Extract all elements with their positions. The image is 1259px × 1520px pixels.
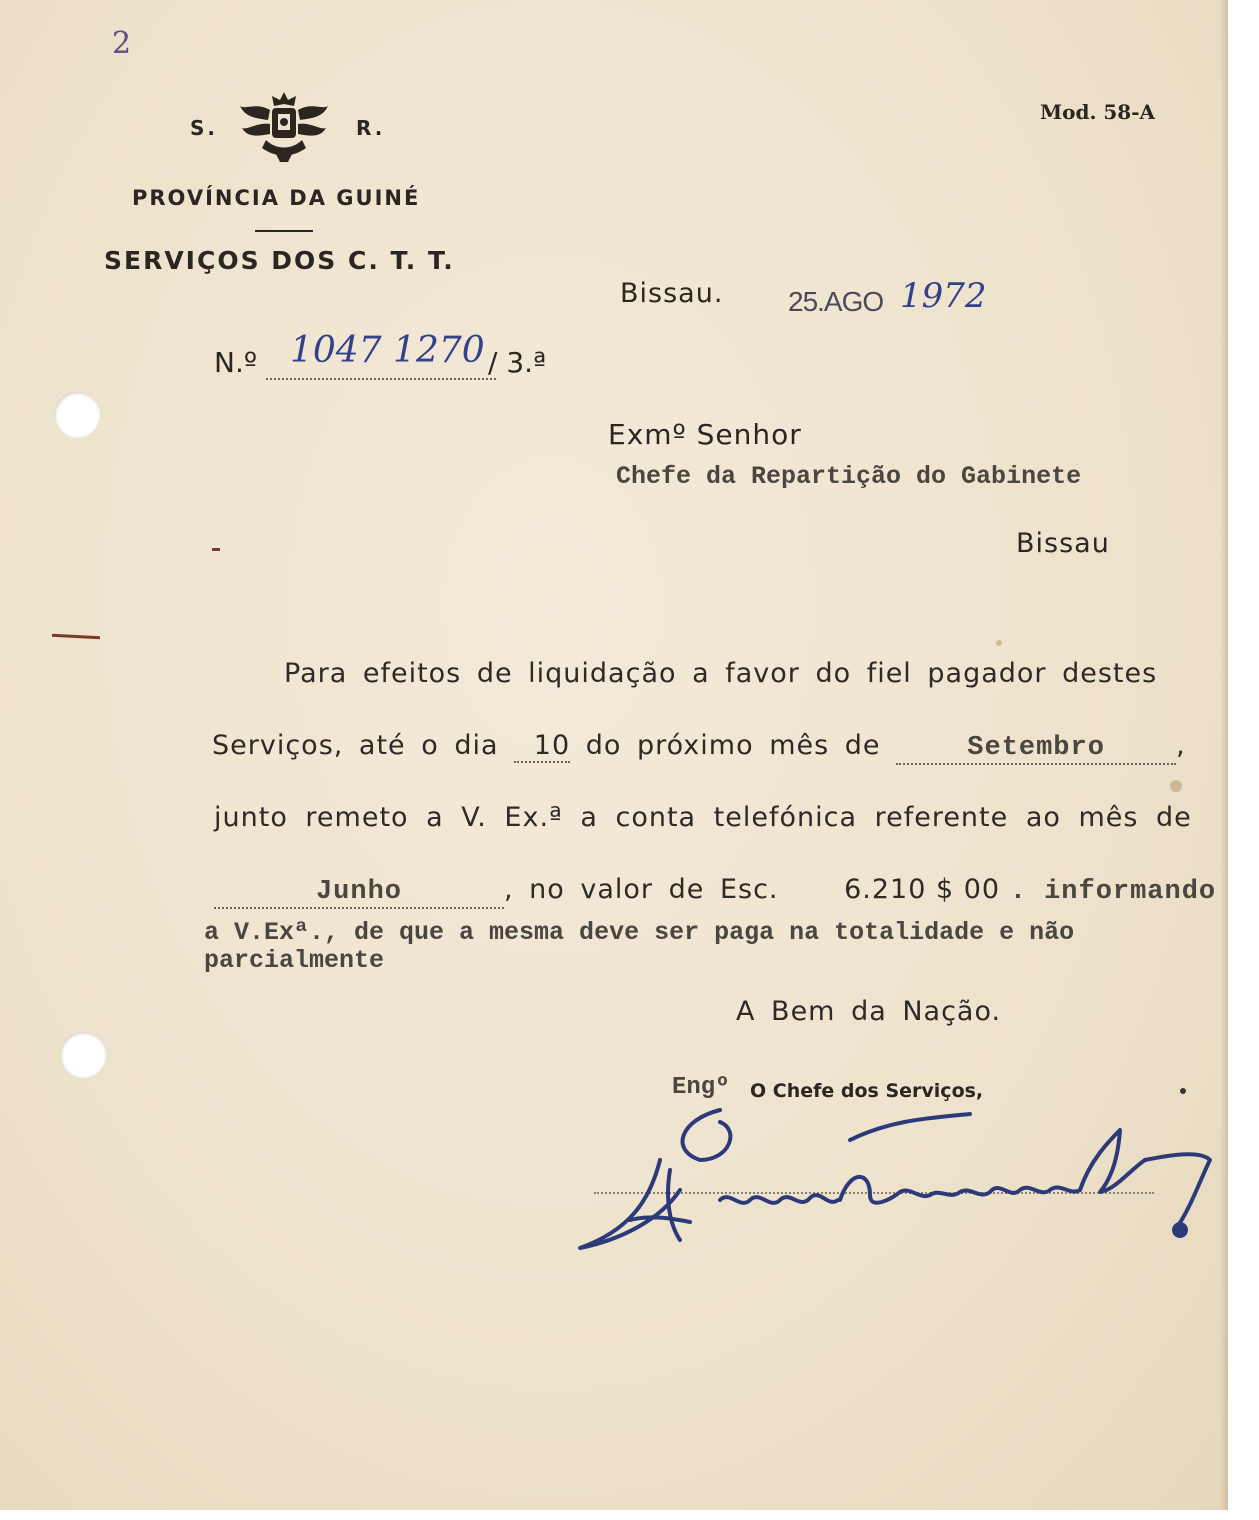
typed-line-1: a V.Exª., de que a mesma deve ser paga na totalidade e não — [204, 918, 1075, 947]
date-stamp: 25.AGO — [788, 286, 884, 317]
addressee-title: Chefe da Repartição do Gabinete — [616, 462, 1082, 491]
body-line-2-pre: Serviços, até o dia — [212, 730, 499, 761]
body-line-2-mid: do próximo mês de — [585, 730, 881, 761]
margin-mark — [52, 634, 100, 640]
punch-hole-bottom — [60, 1032, 106, 1078]
header-divider — [255, 230, 313, 232]
amount-value: 6.210 $ 00 — [844, 874, 1001, 905]
day-value: 10 — [533, 730, 571, 761]
day-field — [514, 730, 570, 763]
number-suffix: / 3.ª — [488, 346, 547, 379]
province-heading: PROVÍNCIA DA GUINÉ — [132, 186, 421, 210]
header-s: S. — [190, 116, 219, 140]
stain-spot — [996, 640, 1002, 646]
typed-line-2: parcialmente — [204, 946, 385, 975]
punch-hole-top — [54, 392, 100, 438]
next-month-field — [896, 730, 1176, 765]
model-number: Mod. 58-A — [1040, 100, 1156, 124]
stain-spot — [1180, 1088, 1186, 1094]
service-heading: SERVIÇOS DOS C. T. T. — [104, 246, 455, 275]
signature-eng: Engº — [672, 1074, 730, 1101]
salutation: Exmº Senhor — [608, 418, 802, 451]
ref-month-value: Junho — [315, 877, 402, 907]
next-month-value: Setembro — [967, 733, 1105, 763]
body-line-4 — [214, 874, 1216, 909]
body-line-2: Serviços, até o dia 10 do próximo mês de Setembro , — [212, 730, 1186, 763]
closing-phrase: A Bem da Nação. — [736, 996, 1002, 1027]
header-r: R. — [356, 116, 386, 140]
addressee-city: Bissau — [1016, 528, 1110, 559]
handwritten-signature — [570, 1100, 1228, 1260]
typed-tail: . informando — [1009, 877, 1217, 907]
signature-chief: O Chefe dos Serviços, — [750, 1080, 984, 1102]
number-label: N.º — [214, 346, 258, 379]
stain-spot — [1170, 780, 1182, 792]
place-label: Bissau. — [620, 278, 724, 309]
body-line-1: Para efeitos de liquidação a favor do fiel pagador destes — [284, 658, 1158, 689]
margin-dash — [212, 548, 220, 551]
date-year-handwritten: 1972 — [900, 276, 987, 316]
coat-of-arms-icon — [236, 88, 332, 164]
pencil-mark: 2 — [112, 26, 132, 61]
body-line-3: junto remeto a V. Ex.ª a conta telefónica referente ao mês de — [214, 802, 1192, 833]
number-value: 1047 1270 — [290, 330, 485, 371]
body-line-4-mid: , no valor de Esc. — [504, 874, 779, 905]
ref-month-field — [214, 874, 504, 909]
